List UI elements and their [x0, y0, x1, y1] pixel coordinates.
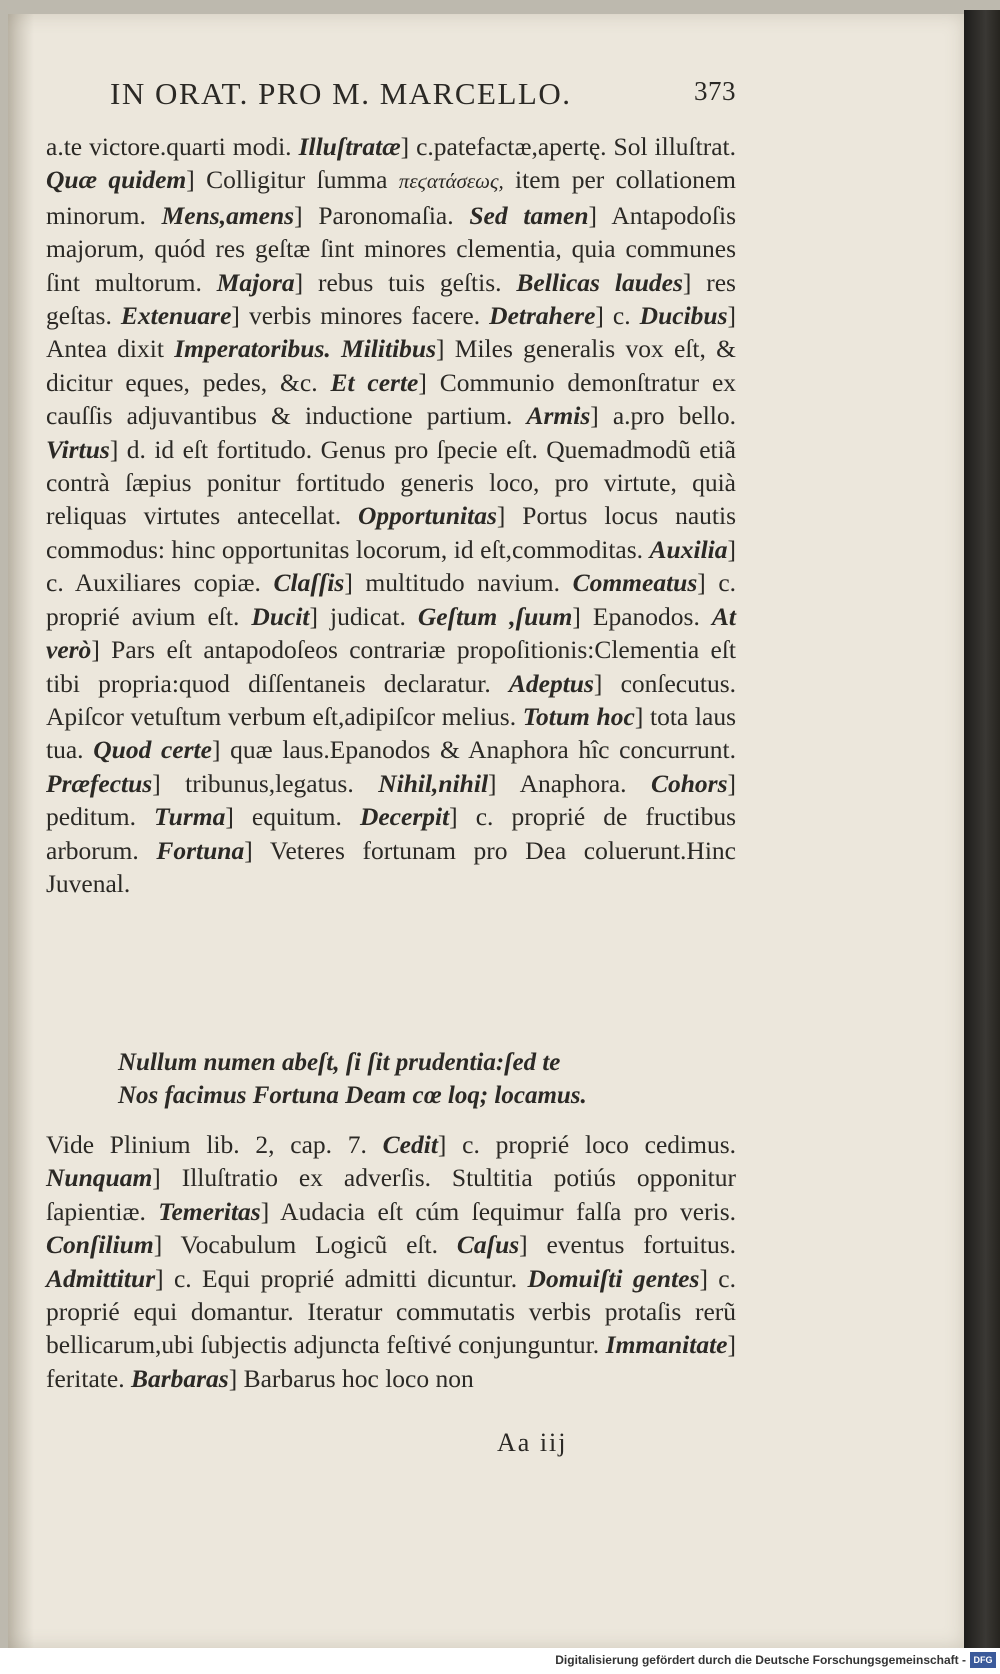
- lemma: Domuiſti gentes: [527, 1263, 700, 1293]
- running-head-title: IN ORAT. PRO M. MARCELLO.: [110, 76, 572, 111]
- gloss-text: ] Barbarus hoc loco non: [228, 1363, 474, 1393]
- spine-shadow: [8, 14, 34, 1648]
- greek-word: πεϛατάσεως,: [398, 169, 504, 194]
- lemma: Quæ quidem: [46, 165, 187, 195]
- footer-bar: [0, 1648, 1000, 1674]
- dfg-logo: DFG: [970, 1652, 996, 1668]
- gloss-text: ] c.: [595, 301, 640, 331]
- gloss-text: ] Audacia eſt cúm ſequimur falſa pro veris.: [260, 1196, 737, 1226]
- lemma: Adeptus: [508, 668, 594, 698]
- gloss-text: ] quæ laus.Epanodos & Anaphora hîc concurrunt.: [211, 735, 737, 765]
- gloss-text: ] c. proprié de fructibus arborum.: [46, 802, 736, 865]
- lemma: Ducit: [251, 601, 310, 631]
- commentary-text: [46, 130, 736, 900]
- lemma: At verò: [46, 601, 736, 665]
- gloss-text: ] c. proprié equi domantur. Iteratur commutatis verbis protaſis rerũ bellicarum,ubi ſubjectis adjuncta feſtivé conjunguntur.: [46, 1263, 736, 1360]
- lemma: Nunquam: [46, 1163, 153, 1193]
- book-edge: [964, 10, 1000, 1650]
- lemma: Nihil,nihil: [378, 768, 489, 798]
- footer-credit: Digitalisierung gefördert durch die Deutsche Forschungsgemeinschaft -: [555, 1653, 966, 1667]
- lemma: Immanitate: [605, 1330, 728, 1360]
- running-head: [46, 76, 736, 116]
- lemma: Militibus: [341, 334, 437, 364]
- lemma: Conſilium: [46, 1230, 154, 1260]
- gloss-text: ] Colligitur ſumma: [186, 165, 399, 195]
- gloss-text: ] Communio demonſtratur ex cauſſis adjuvantibus & inductione partium.: [46, 367, 737, 431]
- commentary-text-continued: [46, 1128, 736, 1395]
- gloss-text: ] a.pro bello.: [590, 401, 736, 431]
- gloss-text: ] tota laus tua.: [46, 701, 737, 765]
- gloss-text: ] c. Equi proprié admitti dicuntur.: [155, 1263, 528, 1293]
- verse-line-1: Nullum numen abeſt, ſi ſit prudentia:ſed te: [118, 1049, 561, 1076]
- lemma: Extenuare: [120, 301, 232, 331]
- lemma: Ducibus: [639, 301, 728, 331]
- gloss-text: ] Veteres fortunam pro Dea coluerunt.Hinc Juvenal.: [46, 835, 736, 898]
- lemma: Geſtum ,ſuum: [417, 601, 573, 631]
- lemma: Quod certe: [93, 735, 212, 765]
- gloss-text: ] c. Auxiliares copiæ.: [46, 534, 736, 598]
- lemma: Auxilia: [649, 534, 728, 564]
- gloss-text: ] peditum.: [46, 768, 736, 832]
- lemma: Et certe: [330, 367, 419, 397]
- lemma: Mens,amens: [161, 200, 295, 230]
- gloss-text: ] multitudo navium.: [344, 568, 573, 598]
- lemma: Imperatoribus.: [174, 334, 331, 364]
- gloss-text: ] verbis minores facere.: [231, 301, 490, 331]
- gloss-text: ] Antea dixit: [46, 301, 737, 364]
- gloss-text: ] judicat.: [309, 601, 418, 631]
- lemma: Temeritas: [158, 1196, 261, 1226]
- gloss-text: a.te victore.quarti modi.: [46, 132, 299, 161]
- gloss-text: ] c. proprié avium eſt.: [46, 568, 737, 631]
- lemma: Admittitur: [46, 1263, 156, 1293]
- lemma: Virtus: [46, 434, 110, 464]
- lemma: Barbaras: [130, 1363, 229, 1393]
- gloss-text: ] rebus tuis geſtis.: [294, 267, 517, 297]
- lemma: Detrahere: [489, 301, 596, 331]
- lemma: Cohors: [650, 768, 728, 798]
- lemma: Cedit: [382, 1130, 438, 1159]
- lemma: Totum hoc: [522, 701, 635, 731]
- gloss-text: ] conſecutus. Apiſcor vetuſtum verbum eſt,adipiſcor melius.: [46, 668, 736, 731]
- gloss-text: ] Pars eſt antapodoſeos contrariæ propoſitionis:Clementia eſt tibi propria:quod diſſentaneis declaratur.: [46, 635, 736, 698]
- gloss-text: ] Portus locus nautis commodus: hinc opportunitas locorum, id eſt,commoditas.: [46, 501, 736, 564]
- lemma: Claſſis: [273, 568, 345, 598]
- gloss-text: ] Vocabulum Logicũ eſt.: [153, 1230, 457, 1260]
- gloss-text: ] Antapodoſis majorum, quód res geſtæ ſint minores clementia, quia communes ſint multorum.: [46, 200, 737, 297]
- gloss-text: Vide Plinium lib. 2, cap. 7.: [46, 1130, 383, 1159]
- lemma: Commeatus: [572, 568, 698, 598]
- gloss-text: ] Paronomaſia.: [294, 200, 470, 230]
- page-number: 373: [694, 76, 736, 106]
- lemma: Caſus: [456, 1230, 520, 1260]
- lemma: Armis: [526, 401, 591, 431]
- gloss-text: ] equitum.: [225, 802, 360, 832]
- verse-line-2: Nos facimus Fortuna Deam cœ loq; locamus.: [118, 1082, 587, 1109]
- lemma: Bellicas laudes: [516, 267, 683, 297]
- gloss-text: ] c. proprié loco cedimus.: [437, 1130, 737, 1159]
- gloss-text: ] res geſtas.: [46, 267, 736, 331]
- gloss-text: ] Illuſtratio ex adverſis. Stultitia potiús opponitur ſapientiæ.: [46, 1163, 736, 1226]
- lemma: Sed tamen: [469, 200, 589, 230]
- gloss-text: ] Miles generalis vox eſt, & dicitur eques, pedes, &c.: [46, 334, 736, 397]
- gloss-text: ] Anaphora.: [488, 768, 651, 798]
- gloss-text: ] Epanodos.: [572, 601, 712, 631]
- lemma: Decerpit: [359, 802, 450, 832]
- gloss-text: ] eventus fortuitus.: [519, 1230, 736, 1260]
- lemma: Turma: [154, 802, 226, 832]
- lemma: Majora: [216, 267, 295, 297]
- lemma: Illuſtratæ: [298, 132, 401, 161]
- gloss-text: ] tribunus,legatus.: [152, 768, 379, 798]
- gloss-text: ] feritate.: [46, 1330, 736, 1393]
- gloss-text: [331, 334, 341, 363]
- gloss-text: ] d. id eſt fortitudo. Genus pro ſpecie eſt. Quemadmodũ etiã contrà ſæpius ponitur fortitudo generis loco, pro virtute, quià reliquas virtutes antecellat.: [46, 434, 736, 531]
- gloss-text: item per collationem minorum.: [46, 165, 736, 230]
- verse-quotation: [118, 1046, 718, 1112]
- lemma: Præfectus: [46, 768, 153, 798]
- signature-mark: Aa iij: [497, 1428, 568, 1457]
- lemma: Opportunitas: [357, 501, 497, 531]
- lemma: Fortuna: [156, 835, 245, 865]
- gloss-text: ] c.patefactæ,apertę. Sol illuſtrat.: [400, 132, 736, 161]
